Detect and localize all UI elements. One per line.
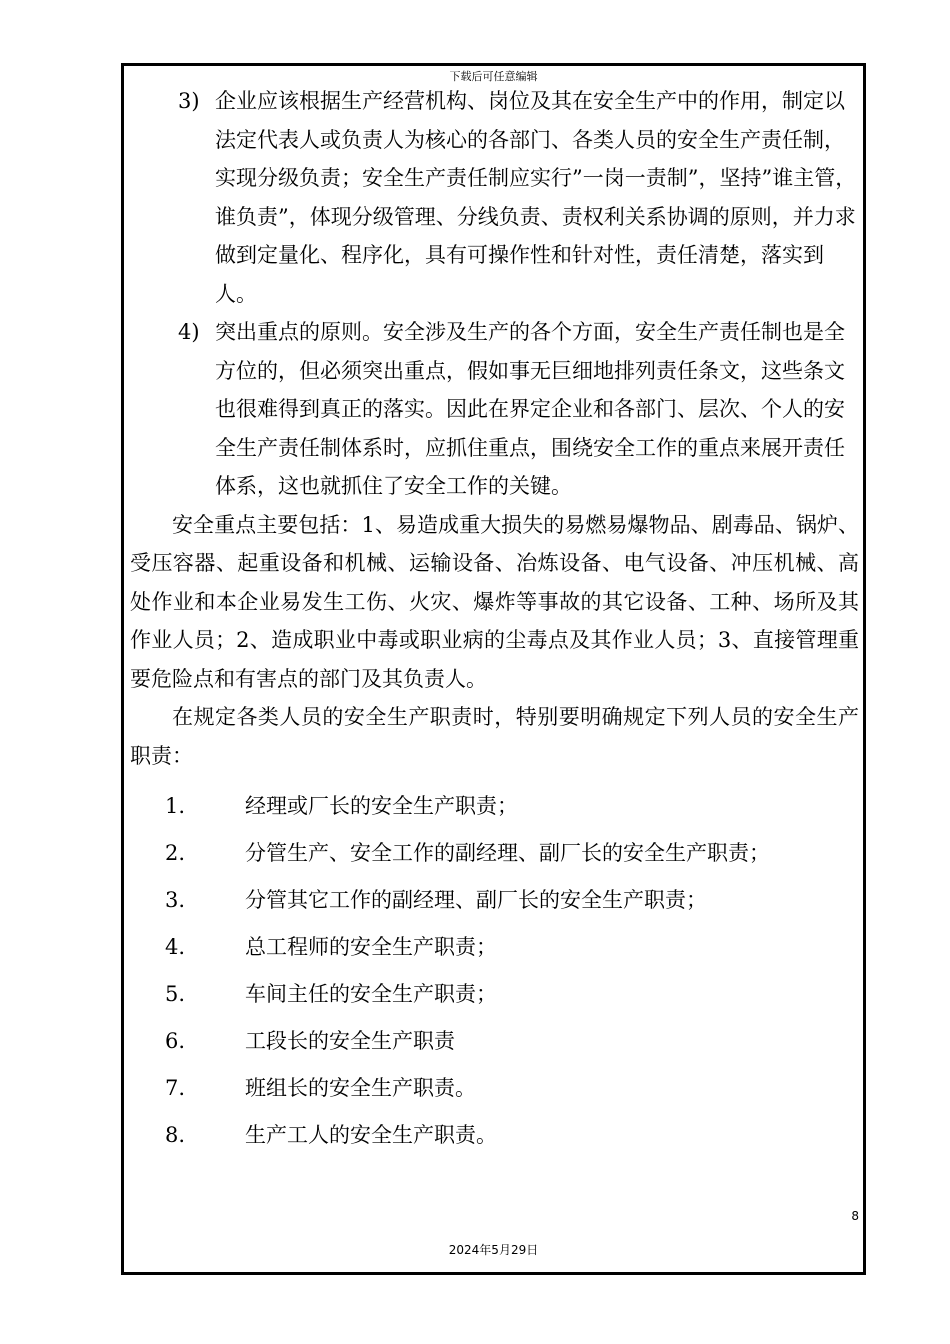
list-item	[124, 830, 863, 877]
lead-in-paragraph: 在规定各类人员的安全生产职责时，特别要明确规定下列人员的安全生产职责：	[130, 705, 859, 768]
principle-item-4	[124, 313, 863, 506]
list-number: 3.	[165, 888, 186, 912]
list-text: 分管其它工作的副经理、副厂长的安全生产职责；	[245, 888, 707, 912]
list-number: 4.	[165, 935, 186, 959]
list-item	[124, 1018, 863, 1065]
list-text: 车间主任的安全生产职责；	[245, 982, 497, 1006]
document-body	[124, 82, 863, 1159]
list-text: 生产工人的安全生产职责。	[245, 1123, 497, 1147]
list-text: 经理或厂长的安全生产职责；	[245, 794, 518, 818]
list-item	[124, 1065, 863, 1112]
header-note: 下载后可任意编辑	[449, 70, 538, 83]
duty-list	[124, 783, 863, 1159]
list-item	[124, 971, 863, 1018]
list-item	[124, 924, 863, 971]
list-number: 2.	[165, 841, 186, 865]
page-frame	[121, 63, 866, 1275]
list-text: 总工程师的安全生产职责；	[245, 935, 497, 959]
list-item	[124, 1112, 863, 1159]
item-number: 3)	[178, 89, 200, 113]
list-number: 1.	[165, 794, 186, 818]
list-item	[124, 783, 863, 830]
footer-date: 2024年5月29日	[448, 1243, 539, 1257]
item-text: 突出重点的原则。安全涉及生产的各个方面，安全生产责任制也是全方位的，但必须突出重点，假如事无巨细地排列责任条文，这些条文也很难得到真正的落实。因此在界定企业和各部门、层次、个人的安全生产责任制体系时，应抓住重点，围绕安全工作的重点来展开责任体系，这也就抓住了安全工作的关键。	[215, 320, 845, 498]
page-number: 8	[851, 1209, 859, 1223]
list-text: 班组长的安全生产职责。	[245, 1076, 476, 1100]
list-number: 8.	[165, 1123, 186, 1147]
key-points-paragraph: 安全重点主要包括：1、易造成重大损失的易燃易爆物品、剧毒品、锅炉、受压容器、起重设备和机械、运输设备、冶炼设备、电气设备、冲压机械、高处作业和本企业易发生工伤、火灾、爆炸等事故的其它设备、工种、场所及其作业人员；2、造成职业中毒或职业病的尘毒点及其作业人员；3、直接管理重要危险点和有害点的部门及其负责人。	[130, 512, 859, 691]
list-number: 5.	[165, 982, 186, 1006]
item-number: 4)	[178, 320, 200, 344]
list-text: 分管生产、安全工作的副经理、副厂长的安全生产职责；	[245, 841, 770, 865]
list-item	[124, 877, 863, 924]
principle-item-3	[124, 82, 863, 313]
list-number: 7.	[165, 1076, 186, 1100]
list-text: 工段长的安全生产职责	[245, 1029, 455, 1053]
item-text: 企业应该根据生产经营机构、岗位及其在安全生产中的作用，制定以法定代表人或负责人为核心的各部门、各类人员的安全生产责任制，实现分级负责；安全生产责任制应实行”一岗一责制”，坚持”谁主管，谁负责”，体现分级管理、分线负责、责权利关系协调的原则，并力求做到定量化、程序化，具有可操作性和针对性，责任清楚，落实到人。	[215, 89, 857, 306]
list-number: 6.	[165, 1029, 186, 1053]
